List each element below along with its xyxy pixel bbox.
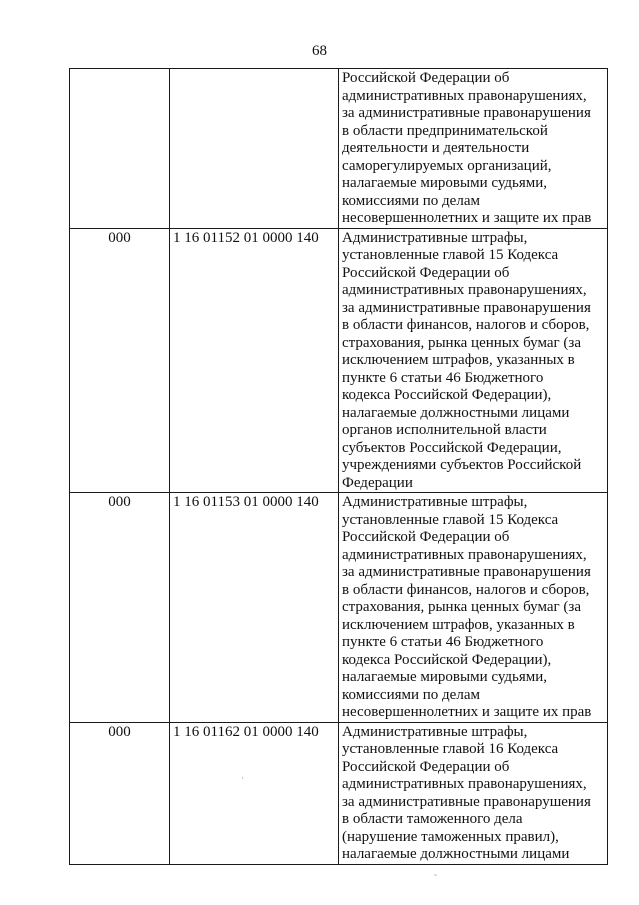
description-line: установленные главой 15 Кодекса	[342, 247, 559, 263]
description-line: несовершеннолетних и защите их прав	[342, 210, 592, 226]
description-line: субъектов Российской Федерации,	[342, 439, 562, 456]
description-line: Российской Федерации об	[342, 529, 510, 545]
description-line: страхования, рынка ценных бумаг (за	[342, 334, 582, 351]
budget-classification-table	[69, 68, 608, 865]
description-line: страхования, рынка ценных бумаг (за	[342, 599, 582, 615]
description-line: пункте 6 статьи 46 Бюджетного	[342, 369, 544, 386]
description-line: комиссиями по делам	[342, 686, 480, 703]
kbk-code-cell	[170, 69, 339, 229]
description-line: административных правонарушениях,	[342, 546, 587, 563]
description-line: саморегулируемых организаций,	[342, 157, 552, 174]
description-line: административных правонарушениях,	[342, 282, 587, 298]
description-cell	[339, 493, 608, 723]
description-line: налагаемые должностными лицами	[342, 846, 570, 862]
description-cell	[339, 69, 608, 229]
description-line: деятельности и деятельности	[342, 140, 530, 156]
table-row	[70, 69, 608, 229]
description-line: учреждениями субъектов Российской	[342, 457, 582, 473]
description-line: исключением штрафов, указанных в	[342, 352, 575, 368]
description-line: Российской Федерации об	[342, 264, 510, 281]
description-cell	[339, 228, 608, 493]
description-line: за административные правонарушения	[342, 105, 591, 121]
description-line: органов исполнительной власти	[342, 422, 547, 438]
description-line: кодекса Российской Федерации),	[342, 651, 552, 668]
kbk-code-cell: 1 16 01162 01 0000 140	[170, 722, 339, 864]
description-line: в области финансов, налогов и сборов,	[342, 317, 590, 333]
table-row	[70, 228, 608, 493]
description-line: за административные правонарушения	[342, 564, 591, 580]
description-line: кодекса Российской Федерации),	[342, 387, 552, 403]
admin-code-cell: 000	[70, 722, 170, 864]
scan-speck: ·	[241, 773, 244, 783]
page-number: 68	[312, 43, 327, 59]
description-line: за административные правонарушения	[342, 793, 591, 810]
scan-speck: ˷	[434, 866, 437, 876]
description-line: налагаемые должностными лицами	[342, 404, 570, 421]
description-line: исключением штрафов, указанных в	[342, 616, 575, 633]
description-line: пункте 6 статьи 46 Бюджетного	[342, 634, 544, 650]
description-line: комиссиями по делам	[342, 192, 480, 209]
description-line: налагаемые мировыми судьями,	[342, 669, 548, 685]
admin-code-cell: 000	[70, 493, 170, 723]
description-line: Федерации	[342, 474, 413, 491]
description-line: в области таможенного дела	[342, 811, 523, 827]
description-line: Российской Федерации об	[342, 70, 510, 86]
kbk-code-cell: 1 16 01153 01 0000 140	[170, 493, 339, 723]
description-cell	[339, 722, 608, 864]
description-line: Административные штрафы,	[342, 494, 528, 510]
description-line: административных правонарушениях,	[342, 87, 587, 104]
description-line: за административные правонарушения	[342, 299, 591, 316]
kbk-code-cell: 1 16 01152 01 0000 140	[170, 228, 339, 493]
description-line: Российской Федерации об	[342, 758, 510, 775]
admin-code-cell: 000	[70, 228, 170, 493]
description-line: налагаемые мировыми судьями,	[342, 175, 548, 191]
table-row	[70, 493, 608, 723]
description-line: административных правонарушениях,	[342, 776, 587, 792]
description-line: несовершеннолетних и защите их прав	[342, 704, 592, 720]
description-line: Административные штрафы,	[342, 723, 528, 740]
description-line: Административные штрафы,	[342, 229, 528, 246]
description-line: (нарушение таможенных правил),	[342, 828, 559, 845]
admin-code-cell	[70, 69, 170, 229]
description-line: установленные главой 15 Кодекса	[342, 511, 559, 528]
description-line: в области предпринимательской	[342, 122, 548, 139]
description-line: установленные главой 16 Кодекса	[342, 741, 559, 757]
table-row	[70, 722, 608, 864]
description-line: в области финансов, налогов и сборов,	[342, 581, 590, 598]
